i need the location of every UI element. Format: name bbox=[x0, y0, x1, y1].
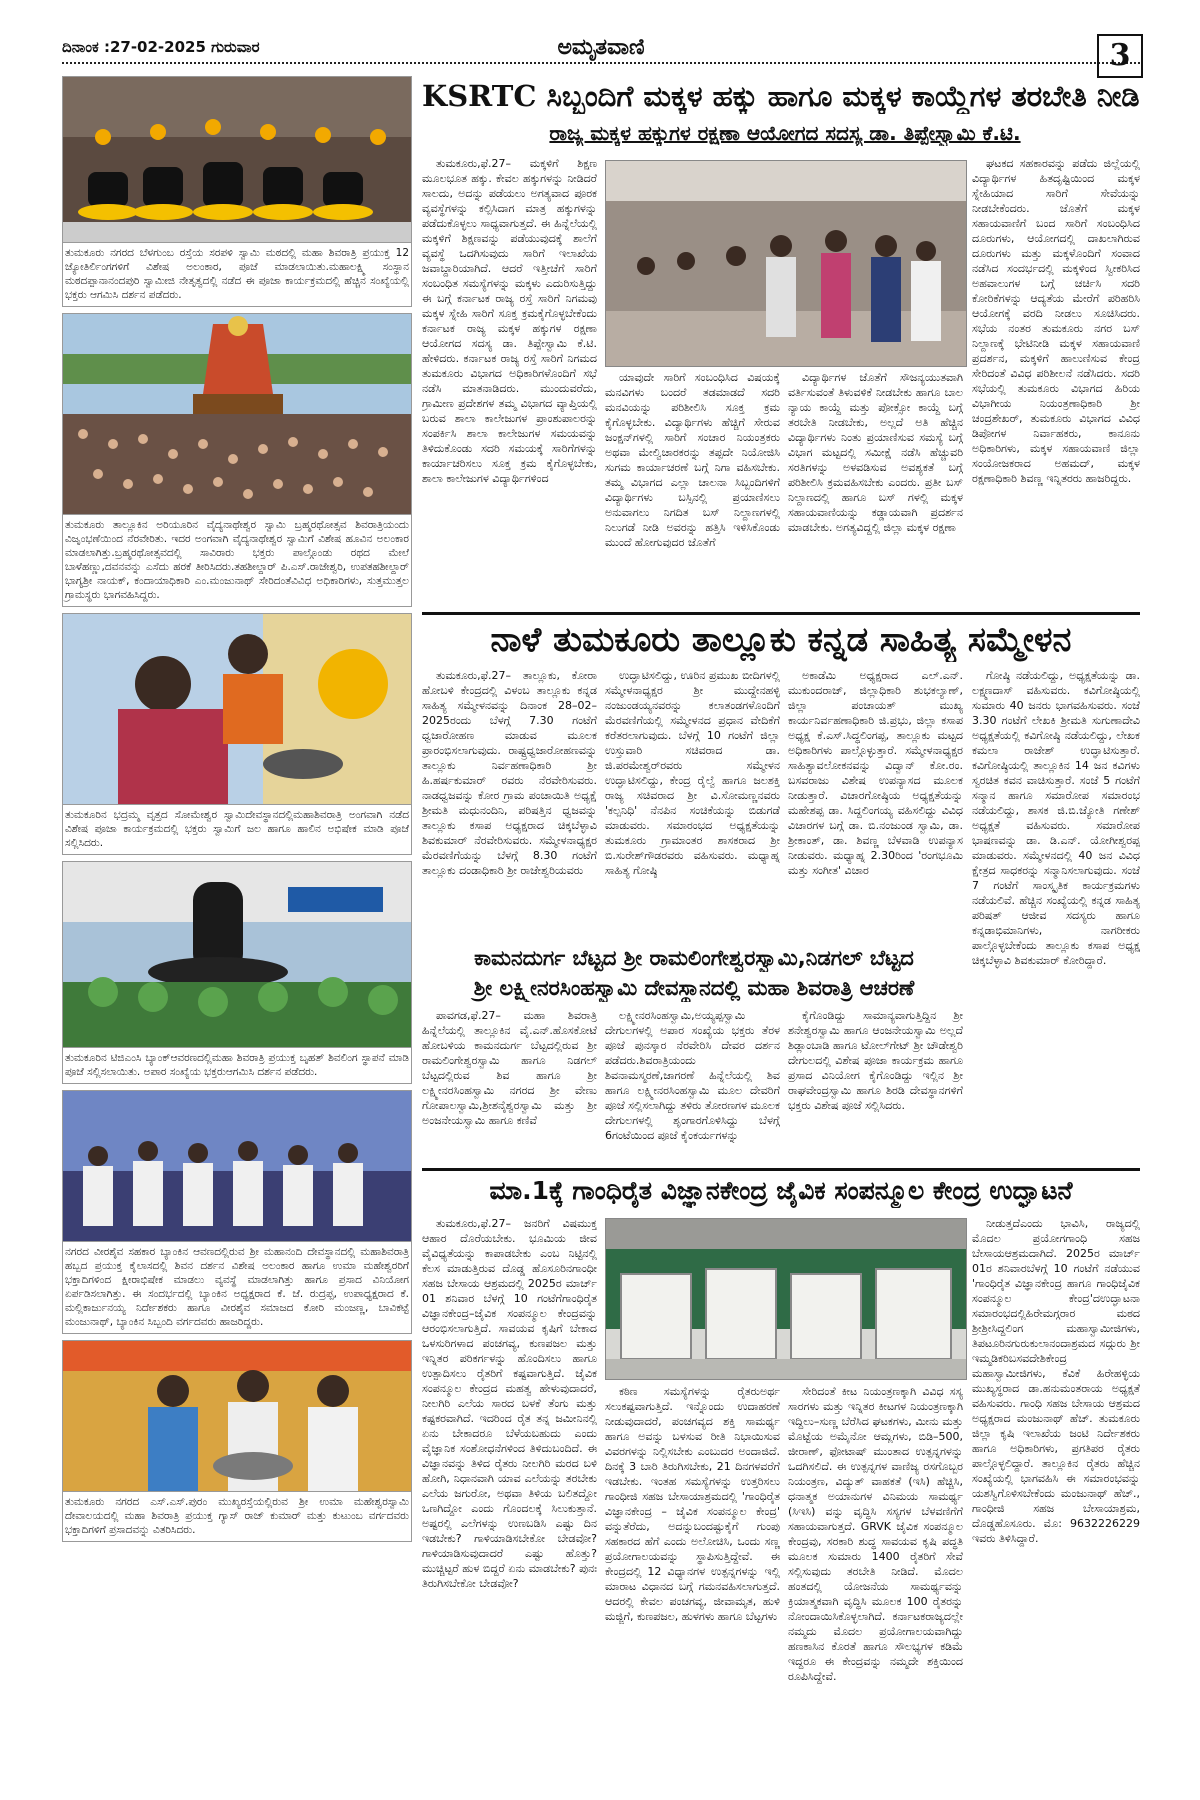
story1-text-2: ಯಾವುದೇ ಸಾರಿಗೆ ಸಂಬಂಧಿಸಿದ ವಿಷಯಕ್ಕೆ ಮನವಿಗಳು ಬಂದರೆ ತಡಮಾಡದೆ ಸದರಿ ಮನವಿಯನ್ನು ಪರಿಶೀಲಿಸಿ ಸೂಕ್ತ ಕ್ರಮ ಕೈಗೊಳ್ಳಬೇಕು. ವಿದ್ಯಾರ್ಥಿಗಳು ಹೆಚ್ಚಿಗೆ ಸೇರುವ ಜಂಕ್ಷನ್‌ಗಳಲ್ಲಿ ಸಾರಿಗೆ ಸಂಚಾರ ನಿಯಂತ್ರಕರು ಅಥವಾ ಮೇಲ್ವಿಚಾರಕರನ್ನು ತಪ್ಪದೇ ನಿಯೋಜಿಸಿ ಸುಗಮ ಕಾರ್ಯಾಚರಣೆ ಬಗ್ಗೆ ನಿಗಾ ವಹಿಸಬೇಕು. ತಮ್ಮ ವಿಭಾಗದ ಎಲ್ಲಾ ಚಾಲನಾ ಸಿಬ್ಬಂದಿಗಳಿಗೆ ವಿದ್ಯಾರ್ಥಿಗಳು ಬಸ್ಸಿನಲ್ಲಿ ಪ್ರಯಾಣಿಸಲು ಅನುವಾಗಲು ನಿಗದಿತ ಬಸ್ ನಿಲ್ದಾಣಗಳಲ್ಲಿ ನಿಲುಗಡೆ ನೀಡಿ ಅವರನ್ನು ಹತ್ತಿಸಿ ಇಳಿಸಿಕೊಂಡು ಮುಂದೆ ಹೋಗುವುದರ ಜೊತೆಗೆ bbox=[605, 371, 780, 549]
photo-caption-1: ತುಮಕೂರು ನಗರದ ಬೆಳಗುಂಬ ರಸ್ತೆಯ ಸರಪಳಿ ಸ್ವಾಮಿ ಮಠದಲ್ಲಿ ಮಹಾ ಶಿವರಾತ್ರಿ ಪ್ರಯುಕ್ತ 12 ಜ್ಯೋತಿರ್ಲಿಂಗಗಳಿಗೆ ವಿಶೇಷ ಅಲಂಕಾರ, ಪೂಜೆ ಮಾಡಲಾಯಿತು.ಮಹಾಲಕ್ಷ್ಮಿ ಸಂಸ್ಥಾನ ಮಠದಪ್ಪಾನಾನಂದಪುರಿ ಸ್ವಾಮೀಜಿ ನೇತೃತ್ವದಲ್ಲಿ ನಡೆದ ಈ ಪೂಜಾ ಕಾರ್ಯಕ್ರಮದಲ್ಲಿ ಹೆಚ್ಚಿನ ಸಂಖ್ಯೆಯಲ್ಲಿ ಭಕ್ತರು ಆಗಮಿಸಿ ದರ್ಶನ ಪಡೆದರು. bbox=[62, 243, 412, 307]
tanks-illustration bbox=[606, 1219, 966, 1379]
story1-column-3 bbox=[788, 370, 963, 608]
story4-text-2: ಕಠಿಣ ಸಮಸ್ಯೆಗಳನ್ನು ರೈತರುಅರ್ಥ ಸಲುಕಷ್ಟವಾಗುತ್ತಿದೆ. ಇನ್ನೊಂದು ಉದಾಹರಣೆ ನೀಡುವುದಾದರೆ, ಪಂಚಗವ್ಯದ ಶಕ್ತಿ ಸಾಮರ್ಥ್ಯ ಹಾಗೂ ಅವನ್ನು ಬಳಸುವ ರೀತಿ ನಿಭಾಯಿಸುವ ವಿವರಗಳನ್ನು ನಿಲ್ಲಿಸಬೇಕು ಎಂಬುದರ ಅಂದಾಜಿದೆ. ದಿನಕ್ಕೆ 3 ಬಾರಿ ತಿರುಗಿಸಬೇಕು, 21 ದಿನಗಳವರೆಗೆ ಇಡಬೇಕು. ಇಂತಹ ಸಮಸ್ಯೆಗಳನ್ನು ಉತ್ತರಿಸಲು ಗಾಂಧೀಜಿ ಸಹಜ ಬೇಸಾಯಾಶ್ರಮದಲ್ಲಿ 'ಗಾಂಧಿರೈತ ವಿಜ್ಞಾನಕೇಂದ್ರ – ಜೈವಿಕ ಸಂಪನ್ಮೂಲ ಕೇಂದ್ರ' ವನ್ನುತೆರೆದು, ಅದನ್ನುಬಂದಷ್ಟುಕೈಗೆ ಗುಂಪು ಸಹಕಾರದ ಹೆಗೆ ಎಂದು ಅಲೋಚಿಸಿ, ಒಂದು ಸಣ್ಣ ಪ್ರಯೋಗಾಲಯವನ್ನು ಸ್ಥಾಪಿಸುತ್ತಿದ್ದೇವೆ. ಈ ಕೇಂದ್ರದಲ್ಲಿ 12 ವಿಧ್ಯಾನಗಳ ಉತ್ಪನ್ನಗಳನ್ನು ಇಲ್ಲಿ ಮಾರಾಟ ವಿಧಾನದ ಬಗ್ಗೆ ಗಮನವಹಿಸಲಾಗುತ್ತದೆ. ಆದರಲ್ಲಿ ಕೇವಲ ಪಂಚಗವ್ಯ, ಜೀವಾಮೃತ, ಹುಳಿ ಮಜ್ಜಿಗೆ, ಕುಣಪಜಲ, ಹುಳಗಳು ಹಾಗೂ ಬೆಟ್ಟಗಳು bbox=[605, 1385, 780, 1623]
story1-text-3: ವಿದ್ಯಾರ್ಥಿಗಳ ಜೊತೆಗೆ ಸೌಜನ್ಯಯುತವಾಗಿ ವರ್ತಿಸುವಂತೆ ತಿಳುವಳಿಕೆ ನೀಡಬೇಕು ಹಾಗೂ ಬಾಲ ನ್ಯಾಯ ಕಾಯ್ದೆ ಮತ್ತು ಪೋಕ್ಸೋ ಕಾಯ್ದೆ ಬಗ್ಗೆ ತರಬೇತಿ ನೀಡಬೇಕು, ಅಲ್ಲದೆ ಅತಿ ಹೆಚ್ಚಿನ ವಿದ್ಯಾರ್ಥಿಗಳು ನಿಂತು ಪ್ರಯಾಣಿಸುವ ಸಮಸ್ಯೆ ಬಗ್ಗೆ ವಿಭಾಗ ಮಟ್ಟದಲ್ಲಿ ಸಮೀಕ್ಷೆ ನಡೆಸಿ ಹೆಚ್ಚುವರಿ ಸರತಿಗಳನ್ನು ಅಳವಡಿಸುವ ಅವಶ್ಯಕತೆ ಬಗ್ಗೆ ಪರಿಶೀಲಿಸಿ ಕ್ರಮವಹಿಸಬೇಕು ಎಂದರು. ಪ್ರತೀ ಬಸ್ ನಿಲ್ದಾಣದಲ್ಲಿ ಹಾಗೂ ಬಸ್ ಗಳಲ್ಲಿ ಮಕ್ಕಳ ಸಹಾಯವಾಣಿಯನ್ನು ಕಡ್ಡಾಯವಾಗಿ ಪ್ರದರ್ಶನ ಮಾಡಬೇಕು. ಅಗತ್ಯವಿದ್ದಲ್ಲಿ ಜಿಲ್ಲಾ ಮಕ್ಕಳ ರಕ್ಷಣಾ bbox=[788, 371, 963, 534]
story3-text-1: ಪಾವಗಡ,ಫೆ.27– ಮಹಾ ಶಿವರಾತ್ರಿ ಹಿನ್ನೆಲೆಯಲ್ಲಿ ತಾಲ್ಲೂಕಿನ ವೈ.ಎನ್.ಹೊಸಕೋಟೆ ಹೋಬಳಿಯ ಕಾಮನದುರ್ಗ ಬೆಟ್ಟದಲ್ಲಿರುವ ಶ್ರೀ ರಾಮಲಿಂಗೇಶ್ವರಸ್ವಾಮಿ ಹಾಗೂ ನಿಡಗಲ್ ಬೆಟ್ಟದಲ್ಲಿರುವ ಶಿವ ಹಾಗೂ ಶ್ರೀ ಲಕ್ಷ್ಮೀನರಸಿಂಹಸ್ವಾಮಿ ನಗರದ ಶ್ರೀ ವೇಣು ಗೋಪಾಲಸ್ವಾಮಿ,ಶ್ರೀಶನೈಶ್ವರಸ್ವಾಮಿ ಮತ್ತು ಶ್ರೀ ಅಂಜನೇಯಸ್ವಾಮಿ ಹಾಗೂ ಕಣಿವೆ bbox=[422, 1009, 597, 1127]
story3-column-2 bbox=[605, 1008, 780, 1163]
page-number: 3 bbox=[1097, 34, 1143, 78]
story4-text-3: ಸೇರಿದಂತೆ ಕೀಟ ನಿಯಂತ್ರಣಕ್ಕಾಗಿ ವಿವಿಧ ಸಸ್ಯ ಸಾರಗಳು ಮತ್ತು ಇನ್ನಿತರ ಕೀಟಗಳ ನಿಯಂತ್ರಣಕ್ಕಾಗಿ ಇದ್ದಿಲು–ಸುಣ್ಣ ಬೆರೆಸಿದ ಘಟಕಗಳು, ಮೀನು ಮತ್ತು ಮೊಟ್ಟೆಯ ಅಮೈನೋ ಆಮ್ಲಗಳು, ಬಿಡಿ–500, ಜೀರಾಣ್, ಫೋಟಾಷ್ ಮುಂತಾದ ಉತ್ಪನ್ನಗಳನ್ನು ಒದಗಿಸಲಿದೆ. ಈ ಉತ್ಪನ್ನಗಳ ವಾಣಿಜ್ಯ ರಸಗೊಬ್ಬರ ನಿಯಂತ್ರಣ, ವಿದ್ಯುತ್ ವಾಹಕತೆ (ಇಸಿ) ಹೆಚ್ಚಿಸಿ, ಧನಾತ್ಮಕ ಅಯಾನುಗಳ ವಿನಿಮಯ ಸಾಮರ್ಥ್ಯ (ಸಿಇಸಿ) ವನ್ನು ವೃದ್ಧಿಸಿ ಸಸ್ಯಗಳ ಬೆಳವಣಿಗೆಗೆ ಸಹಾಯವಾಗುತ್ತದೆ. GRVK ಜೈವಿಕ ಸಂಪನ್ಮೂಲ ಕೇಂದ್ರವು, ಸರಕಾರಿ ಶುದ್ಧ ಸಾವಯವ ಕೃಷಿ ಪದ್ಧತಿ ಮೂಲಕ ಸುಮಾರು 1400 ರೈತರಿಗೆ ಸೇವೆ ಸಲ್ಲಿಸುವುದು ತರಬೇತಿ ನೀಡಿದೆ. ಮೊದಲ ಹಂತದಲ್ಲಿ ಯೋಜನೆಯ ಸಾಮರ್ಥ್ಯವನ್ನು ಕ್ರಿಯಾತ್ಮಕವಾಗಿ ವೃದ್ಧಿಸಿ ಮೂಲಕ 100 ರೈತರನ್ನು ನೋಂದಾಯಿಸಿಕೊಳ್ಳಲಾಗಿದೆ. ಕರ್ನಾಟಕರಾಜ್ಯದಲ್ಲೇ ನಮ್ಮದು ಮೊದಲ ಪ್ರಯೋಗಾಲಯವಾಗಿದ್ದು ಹಣಕಾಸಿನ ಕೊರತೆ ಹಾಗೂ ಸೌಲಭ್ಯಗಳ ಕಡಿಮೆ ಇದ್ದರೂ ಈ ಕೇಂದ್ರವನ್ನು ನಮ್ಮದೇ ಶಕ್ತಿಯಿಂದ ರೂಪಿಸಿದ್ದೇವೆ. bbox=[788, 1385, 963, 1683]
story2-column-1 bbox=[422, 668, 597, 938]
jyotirlinga-illustration bbox=[63, 77, 411, 242]
story2-text-3: ಅಕಾಡೆಮಿ ಅಧ್ಯಕ್ಷರಾದ ಎಲ್.ಎನ್. ಮುಕುಂದರಾಜ್, ಜಿಲ್ಲಾಧಿಕಾರಿ ಶುಭಕಲ್ಯಾಣ್, ಜಿಲ್ಲಾ ಪಂಚಾಯತ್ ಮುಖ್ಯ ಕಾರ್ಯನಿರ್ವಹಣಾಧಿಕಾರಿ ಜಿ.ಪ್ರಭು, ಜಿಲ್ಲಾ ಕಸಾಪ ಅಧ್ಯಕ್ಷ ಕೆ.ಎಸ್.ಸಿದ್ಧಲಿಂಗಪ್ಪ, ತಾಲ್ಲೂಕು ಮಟ್ಟದ ಅಧಿಕಾರಿಗಳು ಪಾಲ್ಗೊಳ್ಳುತ್ತಾರೆ. ಸಮ್ಮೇಳನಾಧ್ಯಕ್ಷರ ಸಾಹಿತ್ಯಾವಲೋಕನವನ್ನು ವಿದ್ವಾನ್ ಕೋ.ರಂ. ಬಸವರಾಜು ವಿಶೇಷ ಉಪನ್ಯಾಸದ ಮೂಲಕ ನೀಡುತ್ತಾರೆ. ವಿಚಾರಗೋಷ್ಠಿಯ ಅಧ್ಯಕ್ಷತೆಯನ್ನು ಮಹೇಶಪ್ಪ ಡಾ. ಸಿದ್ದಲಿಂಗಯ್ಯ ವಹಿಸಲಿದ್ದು ವಿವಿಧ ವಿಚಾರಗಳ ಬಗ್ಗೆ ಡಾ. ಬಿ.ನಂಜುಂಡ ಸ್ವಾಮಿ, ಡಾ. ಶ್ರೀಕಾಂತ್, ಡಾ. ಶಿವಣ್ಣ ಬೆಳವಾಡಿ ಉಪನ್ಯಾಸ ನೀಡುವರು. ಮಧ್ಯಾಹ್ನ 2.30ರಿಂದ 'ರಂಗಭೂಮಿ ಮತ್ತು ಸಂಗೀತ' ವಿಚಾರ bbox=[788, 669, 963, 877]
photo-abhisheka bbox=[62, 613, 412, 805]
story3-text-3: ಕೈಗೊಂಡಿದ್ದು ಸಾಮಾನ್ಯವಾಗುತ್ತಿದ್ದಿನ ಶ್ರೀ ಶನೇಶ್ವರಸ್ವಾಮಿ ಹಾಗೂ ಆಂಜನೇಯಸ್ವಾಮಿ ಅಲ್ಲದೆ ಶಿಡ್ಲಾಂಬಾಡಿ ಹಾಗೂ ಟೋಲ್‌ಗೇಟ್ ಶ್ರೀ ಚೌಡೇಶ್ವರಿ ದೇಗುಲದಲ್ಲಿ ವಿಶೇಷ ಪೂಜಾ ಕಾರ್ಯಕ್ರಮ ಹಾಗೂ ಪ್ರಸಾದ ವಿನಿಯೋಗ ಕೈಗೊಂಡಿದ್ದು ಇಲ್ಲಿನ ಶ್ರೀ ರಾಘವೇಂದ್ರಸ್ವಾಮಿ ಹಾಗೂ ಶಿರಡಿ ದೇವಸ್ಥಾನಗಳಿಗೆ ಭಕ್ತರು ವಿಶೇಷ ಪೂಜೆ ಸಲ್ಲಿಸಿದರು. bbox=[788, 1009, 963, 1112]
story2-text-1: ತುಮಕೂರು,ಫೆ.27– ತಾಲ್ಲೂಕು, ಕೋರಾ ಹೋಬಳಿ ಕೇಂದ್ರದಲ್ಲಿ ವಿಳಂಬ ತಾಲ್ಲೂಕು ಕನ್ನಡ ಸಾಹಿತ್ಯ ಸಮ್ಮೇಳನವನ್ನು ದಿನಾಂಕ 28–02–2025ರಂದು ಬೆಳಗ್ಗೆ 7.30 ಗಂಟೆಗೆ ಧ್ವಜಾರೋಹಣ ಮಾಡುವ ಮೂಲಕ ಪ್ರಾರಂಭಿಸಲಾಗುವುದು. ರಾಷ್ಟ್ರಧ್ವಜಾರೋಹಣವನ್ನು ತಾಲ್ಲೂಕು ನಿರ್ವಹಣಾಧಿಕಾರಿ ಶ್ರೀ ಹಿ.ಹರ್ಷಕುಮಾರ್ ರವರು ನೆರವೇರಿಸುವರು. ನಾಡಧ್ವಜವನ್ನು ಕೋರ ಗ್ರಾಮ ಪಂಚಾಯಿತಿ ಅಧ್ಯಕ್ಷೆ ಶ್ರೀಮತಿ ಮಧುನಂದಿನಿ, ಪರಿಷತ್ತಿನ ಧ್ವಜವನ್ನು ತಾಲ್ಲೂಕು ಕಸಾಪ ಅಧ್ಯಕ್ಷರಾದ ಚಿಕ್ಕಬೆಳ್ಳಾವಿ ಶಿವಕುಮಾರ್ ನೆರವೇರಿಸುವರು. ಸಮ್ಮೇಳನಾಧ್ಯಕ್ಷರ ಮೆರವಣಿಗೆಯನ್ನು ಬೆಳಗ್ಗೆ 8.30 ಗಂಟೆಗೆ ತಾಲ್ಲೂಕು ದಂಡಾಧಿಕಾರಿ ಶ್ರೀ ರಾಜೇಶ್ವರಿಯವರು bbox=[422, 669, 597, 877]
photo-chariot-festival bbox=[62, 313, 412, 515]
story2-column-2 bbox=[605, 668, 780, 938]
photo-kailasa-decoration bbox=[62, 1090, 412, 1242]
divider-2 bbox=[422, 1168, 1140, 1171]
story1-text-4: ಘಟಕದ ಸಹಕಾರವನ್ನು ಪಡೆದು ಜಿಲ್ಲೆಯಲ್ಲಿ ವಿದ್ಯಾರ್ಥಿಗಳ ಹಿತದೃಷ್ಟಿಯಿಂದ ಮಕ್ಕಳ ಸ್ನೇಹಿಯಾದ ಸಾರಿಗೆ ಸೇವೆಯನ್ನು ನೀಡಬೇಕೆಂದರು. ಜೊತೆಗೆ ಮಕ್ಕಳ ಸಹಾಯವಾಣಿಗೆ ಬಂದ ಸಾರಿಗೆ ಸಂಬಂಧಿಸಿದ ದೂರುಗಳು, ಆಯೋಗದಲ್ಲಿ ದಾಖಲಾಗಿರುವ ದೂರುಗಳು ಮತ್ತು ಮಕ್ಕಳೊಂದಿಗೆ ಸಂವಾದ ನಡೆಸಿದ ಸಂದರ್ಭದಲ್ಲಿ ಮಕ್ಕಳಿಂದ ಸ್ವೀಕರಿಸಿದ ಅಹವಾಲುಗಳ ಬಗ್ಗೆ ಚರ್ಚಿಸಿ ಸದರಿ ಕೋರಿಕೆಗಳನ್ನು ಆದ್ಯತೆಯ ಮೇರೆಗೆ ಪರಿಹರಿಸಿ ಆಯೋಗಕ್ಕೆ ವರದಿ ನೀಡಲು ಸೂಚಿಸಿದರು. ಸಭೆಯ ನಂತರ ತುಮಕೂರು ನಗರ ಬಸ್ ನಿಲ್ದಾಣಕ್ಕೆ ಭೇಟಿನೀಡಿ ಮಕ್ಕಳ ಸಹಾಯವಾಣಿ ಪ್ರದರ್ಶನ, ಮಕ್ಕಳಿಗೆ ಹಾಲುಣಿಸುವ ಕೇಂದ್ರ ಸೇರಿದಂತೆ ವಿವಿಧ ಪರಿಶೀಲನೆ ನಡೆಸಿದರು. ಸದರಿ ಸಭೆಯಲ್ಲಿ ತುಮಕೂರು ವಿಭಾಗದ ಹಿರಿಯ ವಿಭಾಗೀಯ ನಿಯಂತ್ರಣಾಧಿಕಾರಿ ಶ್ರೀ ಚಂದ್ರಶೇಖರ್, ತುಮಕೂರು ವಿಭಾಗದ ವಿವಿಧ ಡಿಪೋಗಳ ನಿರ್ವಾಹಕರು, ಕಾನೂನು ಅಧಿಕಾರಿಗಳು, ಮಕ್ಕಳ ಸಹಾಯವಾಣಿ ಜಿಲ್ಲಾ ಸಂಯೋಜಕರಾದ ಅಹಮದ್, ಮಕ್ಕಳ ರಕ್ಷಣಾಧಿಕಾರಿ ಶಿವಣ್ಣ ಇನ್ನಿತರರು ಹಾಜರಿದ್ದರು. bbox=[972, 157, 1140, 485]
story4-column-3 bbox=[788, 1384, 963, 1776]
story2-text-2: ಉದ್ಘಾಟಿಸಲಿದ್ದು, ಊರಿನ ಪ್ರಮುಖ ಬೀದಿಗಳಲ್ಲಿ ಸಮ್ಮೇಳನಾಧ್ಯಕ್ಷರ ಶ್ರೀ ಮುದ್ದೇನಹಳ್ಳಿ ನಂಜುಂಡಯ್ಯನವರನ್ನು ಕಲಾತಂಡಗಳೊಂದಿಗೆ ಮೆರವಣಿಗೆಯಲ್ಲಿ ಸಮ್ಮೇಳನದ ಪ್ರಧಾನ ವೇದಿಕೆಗೆ ಕರೆತರಲಾಗುವುದು. ಬೆಳಗ್ಗೆ 10 ಗಂಟೆಗೆ ಜಿಲ್ಲಾ ಉಸ್ತುವಾರಿ ಸಚಿವರಾದ ಡಾ. ಜಿ.ಪರಮೇಶ್ವರ್‌ರವರು ಸಮ್ಮೇಳನ ಉದ್ಘಾಟಿಸಲಿದ್ದು, ಕೇಂದ್ರ ರೈಲ್ವೆ ಹಾಗೂ ಜಲಶಕ್ತಿ ರಾಜ್ಯ ಸಚಿವರಾದ ಶ್ರೀ ವಿ.ಸೋಮಣ್ಣನವರು 'ಕಲ್ಪನಿಧಿ' ನೆನಪಿನ ಸಂಚಿಕೆಯನ್ನು ಬಿಡುಗಡೆ ಮಾಡುವರು. ಸಮಾರಂಭದ ಅಧ್ಯಕ್ಷತೆಯನ್ನು ತುಮಕೂರು ಗ್ರಾಮಾಂತರ ಶಾಸಕರಾದ ಶ್ರೀ ಬಿ.ಸುರೇಶ್‌ಗೌಡರವರು ವಹಿಸುವರು. ಮಧ್ಯಾಹ್ನ ಸಾಹಿತ್ಯ ಗೋಷ್ಠಿ bbox=[605, 669, 780, 877]
kailasa-illustration bbox=[63, 1091, 411, 1241]
chariot-crowd-illustration bbox=[63, 314, 411, 514]
story1-subhead: ರಾಜ್ಯ ಮಕ್ಕಳ ಹಕ್ಕುಗಳ ರಕ್ಷಣಾ ಆಯೋಗದ ಸದಸ್ಯ ಡಾ. ತಿಪ್ಪೇಸ್ವಾಮಿ ಕೆ.ಟಿ. bbox=[549, 121, 1021, 145]
story2-column-3 bbox=[788, 668, 963, 938]
story1-headline: KSRTC ಸಿಬ್ಬಂದಿಗೆ ಮಕ್ಕಳ ಹಕ್ಕು ಹಾಗೂ ಮಕ್ಕಳ ಕಾಯ್ದೆಗಳ ತರಬೇತಿ ನೀಡಿ bbox=[422, 79, 1140, 113]
story1-photo-bus-stand bbox=[605, 160, 967, 367]
story2-column-4 bbox=[972, 668, 1140, 1163]
divider-1 bbox=[422, 612, 1140, 615]
story4-column-1 bbox=[422, 1216, 597, 1776]
story2-text-4: ಗೋಷ್ಠಿ ನಡೆಯಲಿದ್ದು, ಅಧ್ಯಕ್ಷತೆಯನ್ನು ಡಾ. ಲಕ್ಷ್ಮಣದಾಸ್ ವಹಿಸುವರು. ಕವಿಗೋಷ್ಠಿಯಲ್ಲಿ ಸುಮಾರು 40 ಜನರು ಭಾಗವಹಿಸುವರು. ಸಂಜೆ 3.30 ಗಂಟೆಗೆ ಲೇಖಕಿ ಶ್ರೀಮತಿ ಸುಗುಣಾದೇವಿ ಅಧ್ಯಕ್ಷತೆಯಲ್ಲಿ ಕವಿಗೋಷ್ಠಿ ನಡೆಯಲಿದ್ದು, ಲೇಖಕ ಕಮಲಾ ರಾಜೇಶ್ ಉದ್ಘಾಟಿಸುತ್ತಾರೆ. ಕವಿಗೋಷ್ಠಿಯಲ್ಲಿ ತಾಲ್ಲೂಕಿನ 14 ಜನ ಕವಿಗಳು ಸ್ವರಚಿತ ಕವನ ವಾಚಿಸುತ್ತಾರೆ. ಸಂಜೆ 5 ಗಂಟೆಗೆ ಸನ್ಮಾನ ಹಾಗೂ ಸಮಾರೋಪ ಸಮಾರಂಭ ನಡೆಯಲಿದ್ದು, ಶಾಸಕ ಜಿ.ಬಿ.ಜ್ಯೋತಿ ಗಣೇಶ್ ಅಧ್ಯಕ್ಷತೆ ವಹಿಸುವರು. ಸಮಾರೋಪ ಭಾಷಣವನ್ನು ಡಾ. ಡಿ.ಎನ್. ಯೋಗೀಶ್ವರಪ್ಪ ಮಾಡುವರು. ಸಮ್ಮೇಳನದಲ್ಲಿ 40 ಜನ ವಿವಿಧ ಕ್ಷೇತ್ರದ ಸಾಧಕರನ್ನು ಸನ್ಮಾನಿಸಲಾಗುವುದು. ಸಂಜೆ 7 ಗಂಟೆಗೆ ಸಾಂಸ್ಕೃತಿಕ ಕಾರ್ಯಕ್ರಮಗಳು ನಡೆಯಲಿವೆ. ಹೆಚ್ಚಿನ ಸಂಖ್ಯೆಯಲ್ಲಿ ಕನ್ನಡ ಸಾಹಿತ್ಯ ಪರಿಷತ್ ಆಜೀವ ಸದಸ್ಯರು ಹಾಗೂ ಕನ್ನಡಾಭಿಮಾನಿಗಳು, ನಾಗರೀಕರು ಪಾಲ್ಗೊಳ್ಳಬೇಕೆಂದು ತಾಲ್ಲೂಕು ಕಸಾಪ ಅಧ್ಯಕ್ಷ ಚಿಕ್ಕಬೆಳ್ಳಾವಿ ಶಿವಕುಮಾರ್ ಕೋರಿದ್ದಾರೆ. bbox=[972, 669, 1140, 967]
story1-text-1: ತುಮಕೂರು,ಫೆ.27– ಮಕ್ಕಳಿಗೆ ಶಿಕ್ಷಣ ಮೂಲಭೂತ ಹಕ್ಕು. ಕೇವಲ ಹಕ್ಕುಗಳನ್ನು ನೀಡಿದರೆ ಸಾಲದು, ಅದನ್ನು ಪಡೆಯಲು ಅಗತ್ಯವಾದ ಪೂರಕ ವ್ಯವಸ್ಥೆಗಳನ್ನು ಕಲ್ಪಿಸಿದಾಗ ಮಾತ್ರ ಹಕ್ಕುಗಳನ್ನು ಪಡೆದುಕೊಳ್ಳಲು ಸಾಧ್ಯವಾಗುತ್ತದೆ. ಈ ಹಿನ್ನೆಲೆಯಲ್ಲಿ ಮಕ್ಕಳಿಗೆ ಶಿಕ್ಷಣವನ್ನು ಪಡೆಯುವುದಕ್ಕೆ ಶಾಲೆಗೆ ವ್ಯವಸ್ಥೆ ಒದಗಿಸುವುದು ಸಾರಿಗೆ ಇಲಾಖೆಯ ಜವಾಬ್ದಾರಿಯಾಗಿದೆ. ಆದರೆ ಇತ್ತೀಚೆಗೆ ಸಾರಿಗೆ ಸಂಬಂಧಿತ ಸಮಸ್ಯೆಗಳನ್ನು ಮಕ್ಕಳು ಎದುರಿಸುತ್ತಿದ್ದು ಈ ಬಗ್ಗೆ ಕರ್ನಾಟಕ ರಾಜ್ಯ ರಸ್ತೆ ಸಾರಿಗೆ ನಿಗಮವು ಮಕ್ಕಳ ಸ್ನೇಹಿ ಸಾರಿಗೆ ಸೂಕ್ತ ಕ್ರಮಕೈಗೊಳ್ಳಬೇಕೆಂದು ಕರ್ನಾಟಕ ರಾಜ್ಯ ಮಕ್ಕಳ ಹಕ್ಕುಗಳ ರಕ್ಷಣಾ ಆಯೋಗದ ಸದಸ್ಯ ಡಾ. ತಿಪ್ಪೇಸ್ವಾಮಿ ಕೆ.ಟಿ. ಹೇಳಿದರು. ಕರ್ನಾಟಕ ರಾಜ್ಯ ರಸ್ತೆ ಸಾರಿಗೆ ನಿಗಮದ ತುಮಕೂರು ವಿಭಾಗದ ಅಧಿಕಾರಿಗಳೊಂದಿಗೆ ಸಭೆ ನಡೆಸಿ ಮಾತನಾಡಿದರು. ಮುಂದುವರೆದು, ಗ್ರಾಮೀಣ ಪ್ರದೇಶಗಳ ತಮ್ಮ ವಿಭಾಗದ ವ್ಯಾಪ್ತಿಯಲ್ಲಿ ಬರುವ ಶಾಲಾ ಕಾಲೇಜುಗಳ ಪ್ರಾಂಶುಪಾಲರನ್ನು ಸಂಪರ್ಕಿಸಿ ಶಾಲಾ ಕಾಲೇಜುಗಳ ಸಮಯವನ್ನು ತಿಳಿದುಕೊಂಡು ಸದರಿ ಸಮಯಕ್ಕೆ ಸಾರಿಗೆಗಳನ್ನು ಕಾರ್ಯಾಚರಿಸಲು ಸೂಕ್ತ ಕ್ರಮ ಕೈಗೊಳ್ಳಬೇಕು, ಶಾಲಾ ಕಾಲೇಜುಗಳ ವಿದ್ಯಾರ್ಥಿಗಳಿಂದ bbox=[422, 157, 597, 485]
photo-jyotirlinga bbox=[62, 76, 412, 243]
paper-name: ಅಮೃತವಾಣಿ bbox=[557, 34, 645, 60]
issue-date: ದಿನಾಂಕ :27-02-2025 ಗುರುವಾರ bbox=[62, 38, 260, 56]
story1-column-2 bbox=[605, 370, 780, 608]
photo-caption-6: ತುಮಕೂರು ನಗರದ ಎಸ್.ಎಸ್.ಪುರಂ ಮುಖ್ಯರಸ್ತೆಯಲ್ಲಿರುವ ಶ್ರೀ ಉಮಾ ಮಹೇಶ್ವರಸ್ವಾಮಿ ದೇವಾಲಯದಲ್ಲಿ ಮಹಾ ಶಿವರಾತ್ರಿ ಪ್ರಯುಕ್ತ ಗ್ಯಾಸ್ ರಾಜ್ ಕುಮಾರ್ ಮತ್ತು ಕುಟುಂಬ ವರ್ಗದವರು ಭಕ್ತಾದಿಗಳಿಗೆ ಪ್ರಸಾದವನ್ನು ವಿತರಿಸಿದರು. bbox=[62, 1492, 412, 1542]
photo-caption-4: ತುಮಕೂರಿನ ಟಿಜಿಎಂಸಿ ಬ್ಯಾಂಕ್ಆವರಣದಲ್ಲಿಮಹಾ ಶಿವರಾತ್ರಿ ಪ್ರಯುಕ್ತ ಬೃಹತ್ ಶಿವಲಿಂಗ ಸ್ಥಾಪನೆ ಮಾಡಿ ಪೂಜೆ ಸಲ್ಲಿಸಲಾಯಿತು. ಅಪಾರ ಸಂಖ್ಯೆಯ ಭಕ್ತರುಆಗಮಿಸಿ ದರ್ಶನ ಪಡೆದರು. bbox=[62, 1048, 412, 1084]
photo-prasada-distribution bbox=[62, 1340, 412, 1492]
story3-headline-line1: ಕಾಮನದುರ್ಗ ಬೆಟ್ಟದ ಶ್ರೀ ರಾಮಲಿಂಗೇಶ್ವರಸ್ವಾಮಿ,ನಿಡಗಲ್ ಬೆಟ್ಟದ bbox=[474, 946, 914, 970]
story4-headline: ಮಾ.1ಕ್ಕೆ ಗಾಂಧಿರೈತ ವಿಜ್ಞಾನಕೇಂದ್ರ ಜೈವಿಕ ಸಂಪನ್ಮೂಲ ಕೇಂದ್ರ ಉದ್ಘಾಟನೆ bbox=[489, 1176, 1073, 1205]
story3-text-2: ಲಕ್ಷ್ಮೀನರಸಿಂಹಸ್ವಾಮಿ,ಅಯ್ಯಪ್ಪಸ್ವಾಮಿ ದೇಗುಲಗಳಲ್ಲಿ ಅಪಾರ ಸಂಖ್ಯೆಯ ಭಕ್ತರು ತೆರಳ ಪೂಜೆ ಪುನಸ್ಕಾರ ನೆರವೇರಿಸಿ ದೇವರ ದರ್ಶನ ಪಡೆದರು.ಶಿವರಾತ್ರಿಯಂದು ಶಿವನಾಮಸ್ಮರಣೆ,ಜಾಗರಣೆ ಹಿನ್ನೆಲೆಯಲ್ಲಿ ಶಿವ ಹಾಗೂ ಲಕ್ಷ್ಮೀನರಸಿಂಹಸ್ವಾಮಿ ಮೂಲ ದೇವರಿಗೆ ಪೂಜೆ ಸಲ್ಲಿಸಲಾಗಿದ್ದು ತಳಿರು ತೋರಣಗಳ ಮೂಲಕ ದೇಗುಲಗಳಲ್ಲಿ ಶೃಂಗಾರಗೊಳಿಸಿದ್ದು ಬೆಳಗ್ಗೆ 6ಗಂಟೆಯಿಂದ ಪೂಜೆ ಕೈಂಕರ್ಯಗಳನ್ನು bbox=[605, 1009, 780, 1142]
story1-column-1 bbox=[422, 156, 597, 608]
story3-column-1 bbox=[422, 1008, 597, 1163]
abhisheka-illustration bbox=[63, 614, 411, 804]
bus-stand-illustration bbox=[606, 161, 966, 366]
photo-caption-2: ತುಮಕೂರು ತಾಲ್ಲೂಕಿನ ಅರಿಯೂರಿನ ವೈದ್ಯನಾಥೇಶ್ವರ ಸ್ವಾಮಿ ಬ್ರಹ್ಮರಥೋತ್ಸವ ಶಿವರಾತ್ರಿಯಂದು ವಿಜೃಂಭಣೆಯಿಂದ ನೆರವೇರಿತು. ಇದರ ಅಂಗವಾಗಿ ವೈದ್ಯನಾಥೇಶ್ವರ ಸ್ವಾಮಿಗೆ ವಿಶೇಷ ಹೂವಿನ ಅಲಂಕಾರ ಮಾಡಲಾಗಿತ್ತು.ಬ್ರಹ್ಮರಥೋತ್ಸವದಲ್ಲಿ ಸಾವಿರಾರು ಭಕ್ತರು ಪಾಲ್ಗೊಂಡು ರಥದ ಮೇಲೆ ಬಾಳೆಹಣ್ಣು,ದವನವನ್ನು ಎಸೆದು ಹರಕೆ ತೀರಿಸಿದರು.ತಹಶೀಲ್ದಾರ್ ಪಿ.ಎಸ್.ರಾಜೇಶ್ವರಿ, ಉಪತಹಶೀಲ್ದಾರ್ ಭಾಗ್ಯಶ್ರೀ ನಾಯಕ್, ಕಂದಾಯಾಧಿಕಾರಿ ಎಂ.ಮಂಜುನಾಥ್ ಸೇರಿದಂತೆವಿವಿಧ ಅಧಿಕಾರಿಗಳು, ಸುತ್ತಮುತ್ತಲ ಗ್ರಾಮಸ್ಥರು ಭಾಗವಹಿಸಿದ್ದರು. bbox=[62, 515, 412, 607]
story3-headline-line2: ಶ್ರೀ ಲಕ್ಷ್ಮೀನರಸಿಂಹಸ್ವಾಮಿ ದೇವಸ್ಥಾನದಲ್ಲಿ ಮಹಾ ಶಿವರಾತ್ರಿ ಆಚರಣೆ bbox=[473, 976, 915, 1000]
left-photo-column bbox=[62, 76, 412, 1548]
photo-caption-3: ತುಮಕೂರಿನ ಭದ್ರಮ್ಮ ವೃತ್ತದ ಸೋಮೇಶ್ವರ ಸ್ವಾಮಿದೇವಸ್ಥಾನದಲ್ಲಿಮಹಾಶಿವರಾತ್ರಿ ಅಂಗವಾಗಿ ನಡೆದ ವಿಶೇಷ ಪೂಜಾ ಕಾರ್ಯಕ್ರಮದಲ್ಲಿ ಭಕ್ತರು ಸ್ವಾಮಿಗೆ ಜಲ ಹಾಗೂ ಹಾಲಿನ ಅಭಿಷೇಕ ಮಾಡಿ ಪೂಜೆ ಸಲ್ಲಿಸಿದರು. bbox=[62, 805, 412, 855]
story4-photo-lab-tanks bbox=[605, 1218, 967, 1380]
story4-column-2 bbox=[605, 1384, 780, 1776]
shivalinga-illustration bbox=[63, 862, 411, 1047]
story2-headline: ನಾಳೆ ತುಮಕೂರು ತಾಲ್ಲೂಕು ಕನ್ನಡ ಸಾಹಿತ್ಯ ಸಮ್ಮೇಳನ bbox=[490, 620, 1072, 660]
story4-text-4: ನೀಡುತ್ತದೆಎಂದು ಭಾವಿಸಿ, ರಾಜ್ಯದಲ್ಲಿ ಮೊದಲ ಪ್ರಯೋಗಗಾಂಧಿ ಸಹಜ ಬೇಸಾಯಆಶ್ರಮದಾಗಿದೆ. 2025ರ ಮಾರ್ಚ್ 01ರ ಶನಿವಾರಬೆಳಗ್ಗೆ 10 ಗಂಟೆಗೆ ನಡೆಯುವ 'ಗಾಂಧಿರೈತ ವಿಜ್ಞಾನಕೇಂದ್ರ ಹಾಗೂ ಗಾಂಧಿಜೈವಿಕ ಸಂಪನ್ಮೂಲ ಕೇಂದ್ರ'ದಉದ್ಘಾಟನಾ ಸಮಾರಂಭದಲ್ಲಿಹಿರೇಮಗ್ಗರಾರ ಮಠದ ಶ್ರೀಶ್ರೀಸಿದ್ದಲಿಂಗ ಮಹಾಸ್ವಾಮೀಜಿಗಳು, ತಿಪಟೂರಿನಗುರುಕುಲಾನಂದಾಶ್ರಮದ ಸದ್ಗುರು ಶ್ರೀ ಇಮ್ಮಡಿಕರಿಬಸವದೇಶಿಕೇಂದ್ರ ಮಹಾಸ್ವಾಮೀಜಿಗಳು, ಕೆವಿಕೆ ಹಿರೇಹಳ್ಳಿಯ ಮುಖ್ಯಸ್ಥರಾದ ಡಾ.ಹನುಮಂತರಾಯ ಅಧ್ಯಕ್ಷತೆ ವಹಿಸುವರು. ಗಾಂಧಿ ಸಹಜ ಬೇಸಾಯ ಆಶ್ರಮದ ಅಧ್ಯಕ್ಷರಾದ ಮಂಜುನಾಥ್ ಹೆಚ್. ತುಮಕೂರು ಜಿಲ್ಲಾ ಕೃಷಿ ಇಲಾಖೆಯ ಜಂಟಿ ನಿರ್ದೇಶಕರು ಹಾಗೂ ಅಧಿಕಾರಿಗಳು, ಪ್ರಗತಿಪರ ರೈತರು ಪಾಲ್ಗೊಳ್ಳಲಿದ್ದಾರೆ. ತಾಲ್ಲೂಕಿನ ರೈತರು ಹೆಚ್ಚಿನ ಸಂಖ್ಯೆಯಲ್ಲಿ ಭಾಗವಹಿಸಿ ಈ ಸಮಾರಂಭವನ್ನು ಯಶಸ್ವಿಗೊಳಿಸಬೇಕೆಂದು ಮಂಜುನಾಥ್ ಹೆಚ್., ಗಾಂಧೀಜಿ ಸಹಜ ಬೇಸಾಯಾಶ್ರಮ, ದೊಡ್ಡಹೊಸೂರು. ಮೊ: 9632226229 ಇವರು ತಿಳಿಸಿದ್ದಾರೆ. bbox=[972, 1217, 1140, 1545]
photo-shivalinga-bank bbox=[62, 861, 412, 1048]
photo-caption-5: ನಗರದ ವೀರಶೈವ ಸಹಕಾರ ಬ್ಯಾಂಕಿನ ಆವಣದಲ್ಲಿರುವ ಶ್ರೀ ಮಹಾನಂದಿ ದೇವಸ್ಥಾನದಲ್ಲಿ ಮಹಾಶಿವರಾತ್ರಿ ಹಬ್ಬದ ಪ್ರಯುಕ್ತ ಕೈಲಾಸದಲ್ಲಿ ಶಿವನ ದರ್ಶನ ವಿಶೇಷ ಅಲಂಕಾರ ಹಾಗೂ ಉಮಾ ಮಹೇಶ್ವರರಿಗೆ ಭಕ್ತಾದಿಗಳಿಂದ ಕ್ಷೀರಾಭಿಷೇಕ ಮಾಡಲು ವ್ಯವಸ್ಥೆ ಮಾಡಲಾಗಿತ್ತು ಹಾಗೂ ಪ್ರಸಾದ ವಿನಿಯೋಗ ಏರ್ಪಡಿಸಲಾಗಿತ್ತು. ಈ ಸಂದರ್ಭದಲ್ಲಿ ಬ್ಯಾಂಕಿನ ಅಧ್ಯಕ್ಷರಾದ ಕೆ. ಜೆ. ರುದ್ರಪ್ಪ, ಉಪಾಧ್ಯಕ್ಷರಾದ ಕೆ. ಮಲ್ಲಿಕಾರ್ಜುನಯ್ಯ ನಿರ್ದೇಶಕರು ಹಾಗೂ ವೀರಶೈವ ಸಮಾಜದ ಕೋರಿ ಮಂಜಣ್ಣ, ಬಾವಿಕಟ್ಟೆ ಮಂಜುನಾಥ್, ಬ್ಯಾಂಕಿನ ಸಿಬ್ಬಂದಿ ವರ್ಗದವರು ಹಾಜರಿದ್ದರು. bbox=[62, 1242, 412, 1334]
story3-column-3 bbox=[788, 1008, 963, 1163]
prasada-illustration bbox=[63, 1341, 411, 1491]
masthead bbox=[62, 36, 1140, 64]
story4-column-4 bbox=[972, 1216, 1140, 1776]
story1-column-4 bbox=[972, 156, 1140, 608]
story4-text-1: ತುಮಕೂರು,ಫೆ.27– ಜನರಿಗೆ ವಿಷಮುಕ್ತ ಆಹಾರ ದೊರೆಯಬೇಕು. ಭೂಮಿಯ ಜೀವ ವೈವಿಧ್ಯತೆಯನ್ನು ಕಾಪಾಡಬೇಕು ಎಂಬ ನಿಟ್ಟಿನಲ್ಲಿ ಕೆಲಸ ಮಾಡುತ್ತಿರುವ ದೊಡ್ಡ ಹೊಸೂರಿನಗಾಂಧೀ ಸಹಜ ಬೇಸಾಯ ಆಶ್ರಮದಲ್ಲಿ 2025ರ ಮಾರ್ಚ್ 01 ಶನಿವಾರ ಬೆಳಗ್ಗೆ 10 ಗಂಟೆಗೆಗಾಂಧಿರೈತ ವಿಜ್ಞಾನಕೇಂದ್ರ–ಜೈವಿಕ ಸಂಪನ್ಮೂಲ ಕೇಂದ್ರವನ್ನು ಆರಂಭಿಸಲಾಗುತ್ತಿದೆ. ಸಾವಯವ ಕೃಷಿಗೆ ಬೇಕಾದ ಒಳಸುರಿಗಳಾದ ಪಂಚಗವ್ಯ, ಕುಣಪಜಲ ಮತ್ತು ಇನ್ನಿತರ ಪರಿಕರ್ಗಳನ್ನು ಹೊಂದಿಸಲು ಹಾಗೂ ಉತ್ಪಾದಿಸಲು ರೈತರಿಗೆ ಕಷ್ಟವಾಗುತ್ತಿದೆ. ಜೈವಿಕ ಸಂಪನ್ಮೂಲ ಕೇಂದ್ರದ ಮಹತ್ವ ಹೇಳುವುದಾದರೆ, ನೀಲಗಿರಿ ಎಲೆಯ ಸಾರದ ಬಳಕೆ ತೆಂಗು ಮತ್ತು ಕಷ್ಟಕರವಾಗಿದೆ. ಇದರಿಂದ ರೈತ ತನ್ನ ಜಮೀನಿನಲ್ಲಿ ಏನು ಬೇಕಾದರೂ ಬೆಳೆಯಬಹುದು ಎಂದು ವೈಜ್ಞಾನಿಕ ಸಂಶೋಧನೆಗಳಿಂದ ತಿಳಿದುಬಂದಿದೆ. ಈ ವಿಜ್ಞಾನವನ್ನು ತಿಳಿದ ರೈತರು ನೀಲಗಿರಿ ಮರದ ಬಳಿ ಹೋಗಿ, ನಿಧಾನವಾಗಿ ಯಾವ ಎಲೆಯನ್ನು ತರಬೇಕು ಎಲೆಯ ಜಗುರೋ, ಅಥವಾ ತಿಳಿಯ ಬಲಿತದ್ದೋ ಒಣಗಿದ್ದೋ ಎಂದು ಗೊಂದಲಕ್ಕೆ ಸಿಲುಕುತ್ತಾನೆ. ಅಷ್ಟರಲ್ಲಿ ಎಲೆಗಳನ್ನು ಉಣಬಡಿಸಿ ಎಷ್ಟು ದಿನ ಇಡಬೇಕು? ಗಾಳಿಯಾಡಿಸಬೇಕೋ ಬೇಡವೋ? ಗಾಳಿಯಾಡಿಸುವುದಾದರೆ ಎಷ್ಟು ಹೊತ್ತು? ಮುಚ್ಚಿಟ್ಟರೆ ಹುಳ ಬಿದ್ದರೆ ಏನು ಮಾಡಬೇಕು? ಪುನಃ ತಿರುಗಿಸಬೇಕೋ ಬೇಡವೋ? bbox=[422, 1217, 597, 1590]
